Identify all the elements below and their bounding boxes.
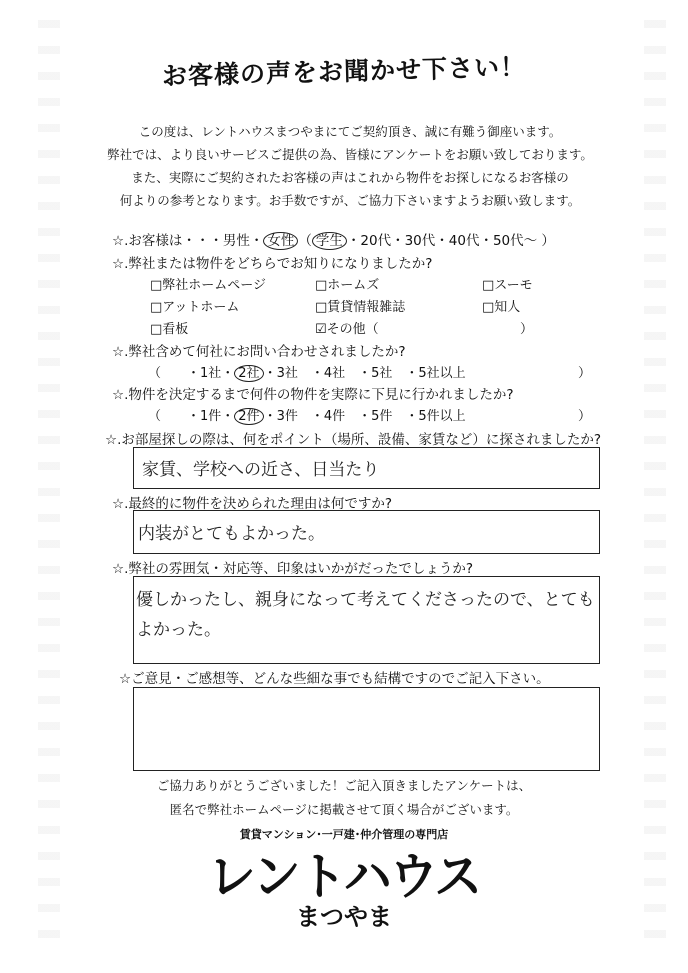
handwritten-answer-line2: よかった。	[136, 620, 221, 640]
company-logo: レントハウス	[207, 847, 481, 907]
company-tagline: 賃貸マンション･一戸建･仲介管理の専門店	[239, 828, 449, 841]
question-customer-type	[112, 229, 555, 249]
checkbox-company-homepage[interactable]: □弊社ホームページ	[150, 278, 267, 293]
option-rest: ・3件 ・4件 ・5件 ・5件以上	[263, 409, 466, 424]
option-ages: ・20代・30代・40代・50代～ ）	[346, 233, 555, 249]
paren-close: ）	[578, 366, 592, 381]
intro-line: 何よりの参考となります。お手数ですが、ご協力下さいますようお願い致します。	[119, 193, 581, 208]
option-prefix: （ ・1社・	[148, 366, 235, 381]
company-logo-sub: まつやま	[296, 903, 392, 931]
option-2-companies-circled: 2社	[234, 365, 263, 382]
intro-line: また、実際にご契約されたお客様の声はこれから物件をお探しになるお客様の	[131, 170, 569, 185]
viewings-options	[148, 405, 466, 424]
handwritten-answer: 内装がとてもよかった。	[138, 524, 325, 544]
answer-box-decision-reason[interactable]	[133, 510, 600, 554]
question-label: ☆.お客様は・・・男性・	[112, 233, 264, 249]
intro-line: この度は、レントハウスまつやまにてご契約頂き、誠に有難う御座います。	[138, 124, 562, 139]
paren-close: ）	[520, 322, 534, 337]
option-student-circled: 学生	[312, 232, 347, 250]
question-inquiries: ☆.弊社含めて何社にお問い合わせされましたか?	[112, 344, 406, 360]
option-female-circled: 女性	[263, 232, 298, 250]
inquiries-options	[148, 362, 466, 381]
question-impression: ☆.弊社の雰囲気・対応等、印象はいかがだったでしょうか?	[112, 561, 474, 577]
answer-box-impression[interactable]	[133, 576, 600, 664]
handwritten-answer: 家賃、学校への近さ、日当たり	[142, 460, 380, 480]
checkbox-rental-magazine[interactable]: □賃貸情報雑誌	[315, 300, 406, 315]
checkbox-athome[interactable]: □アットホーム	[150, 300, 240, 315]
footer-line: ご協力ありがとうございました！ご記入頂きましたアンケートは、	[156, 778, 532, 793]
paren-close: ）	[578, 409, 592, 424]
option-2-properties-circled: 2件	[234, 408, 263, 425]
intro-line: 弊社では、より良いサービスご提供の為、皆様にアンケートをお願い致しております。	[107, 147, 593, 162]
handwritten-answer-line1: 優しかったし、親身になって考えてくださったので、とても	[136, 590, 595, 610]
option-rest: ・3社 ・4社 ・5社 ・5社以上	[263, 366, 466, 381]
intro-text	[80, 120, 620, 212]
option-prefix: （ ・1件・	[148, 409, 235, 424]
answer-box-comments[interactable]	[133, 687, 600, 771]
checkbox-suumo[interactable]: □スーモ	[482, 278, 533, 293]
question-comments: ☆ご意見・ご感想等、どんな些細な事でも結構ですのでご記入下さい。	[119, 671, 550, 687]
question-viewings: ☆.物件を決定するまで何件の物件を実際に下見に行かれましたか?	[112, 387, 514, 403]
question-search-points: ☆.お部屋探しの際は、何をポイント（場所、設備、家賃など）に探されましたか?	[105, 432, 602, 448]
checkbox-other-checked[interactable]: ☑その他（	[315, 322, 379, 337]
checkbox-acquaintance[interactable]: □知人	[482, 300, 521, 315]
page-title: お客様の声をお聞かせ下さい！	[161, 52, 527, 91]
checkbox-homes[interactable]: □ホームズ	[315, 278, 380, 293]
paren: （	[298, 233, 312, 249]
question-decision-reason: ☆.最終的に物件を決められた理由は何ですか?	[112, 496, 393, 512]
footer-line: 匿名で弊社ホームページに掲載させて頂く場合がございます。	[169, 802, 519, 817]
answer-box-search-points[interactable]	[133, 447, 600, 489]
question-source: ☆.弊社または物件をどちらでお知りになりましたか?	[112, 256, 433, 272]
checkbox-signboard[interactable]: □看板	[150, 322, 189, 337]
